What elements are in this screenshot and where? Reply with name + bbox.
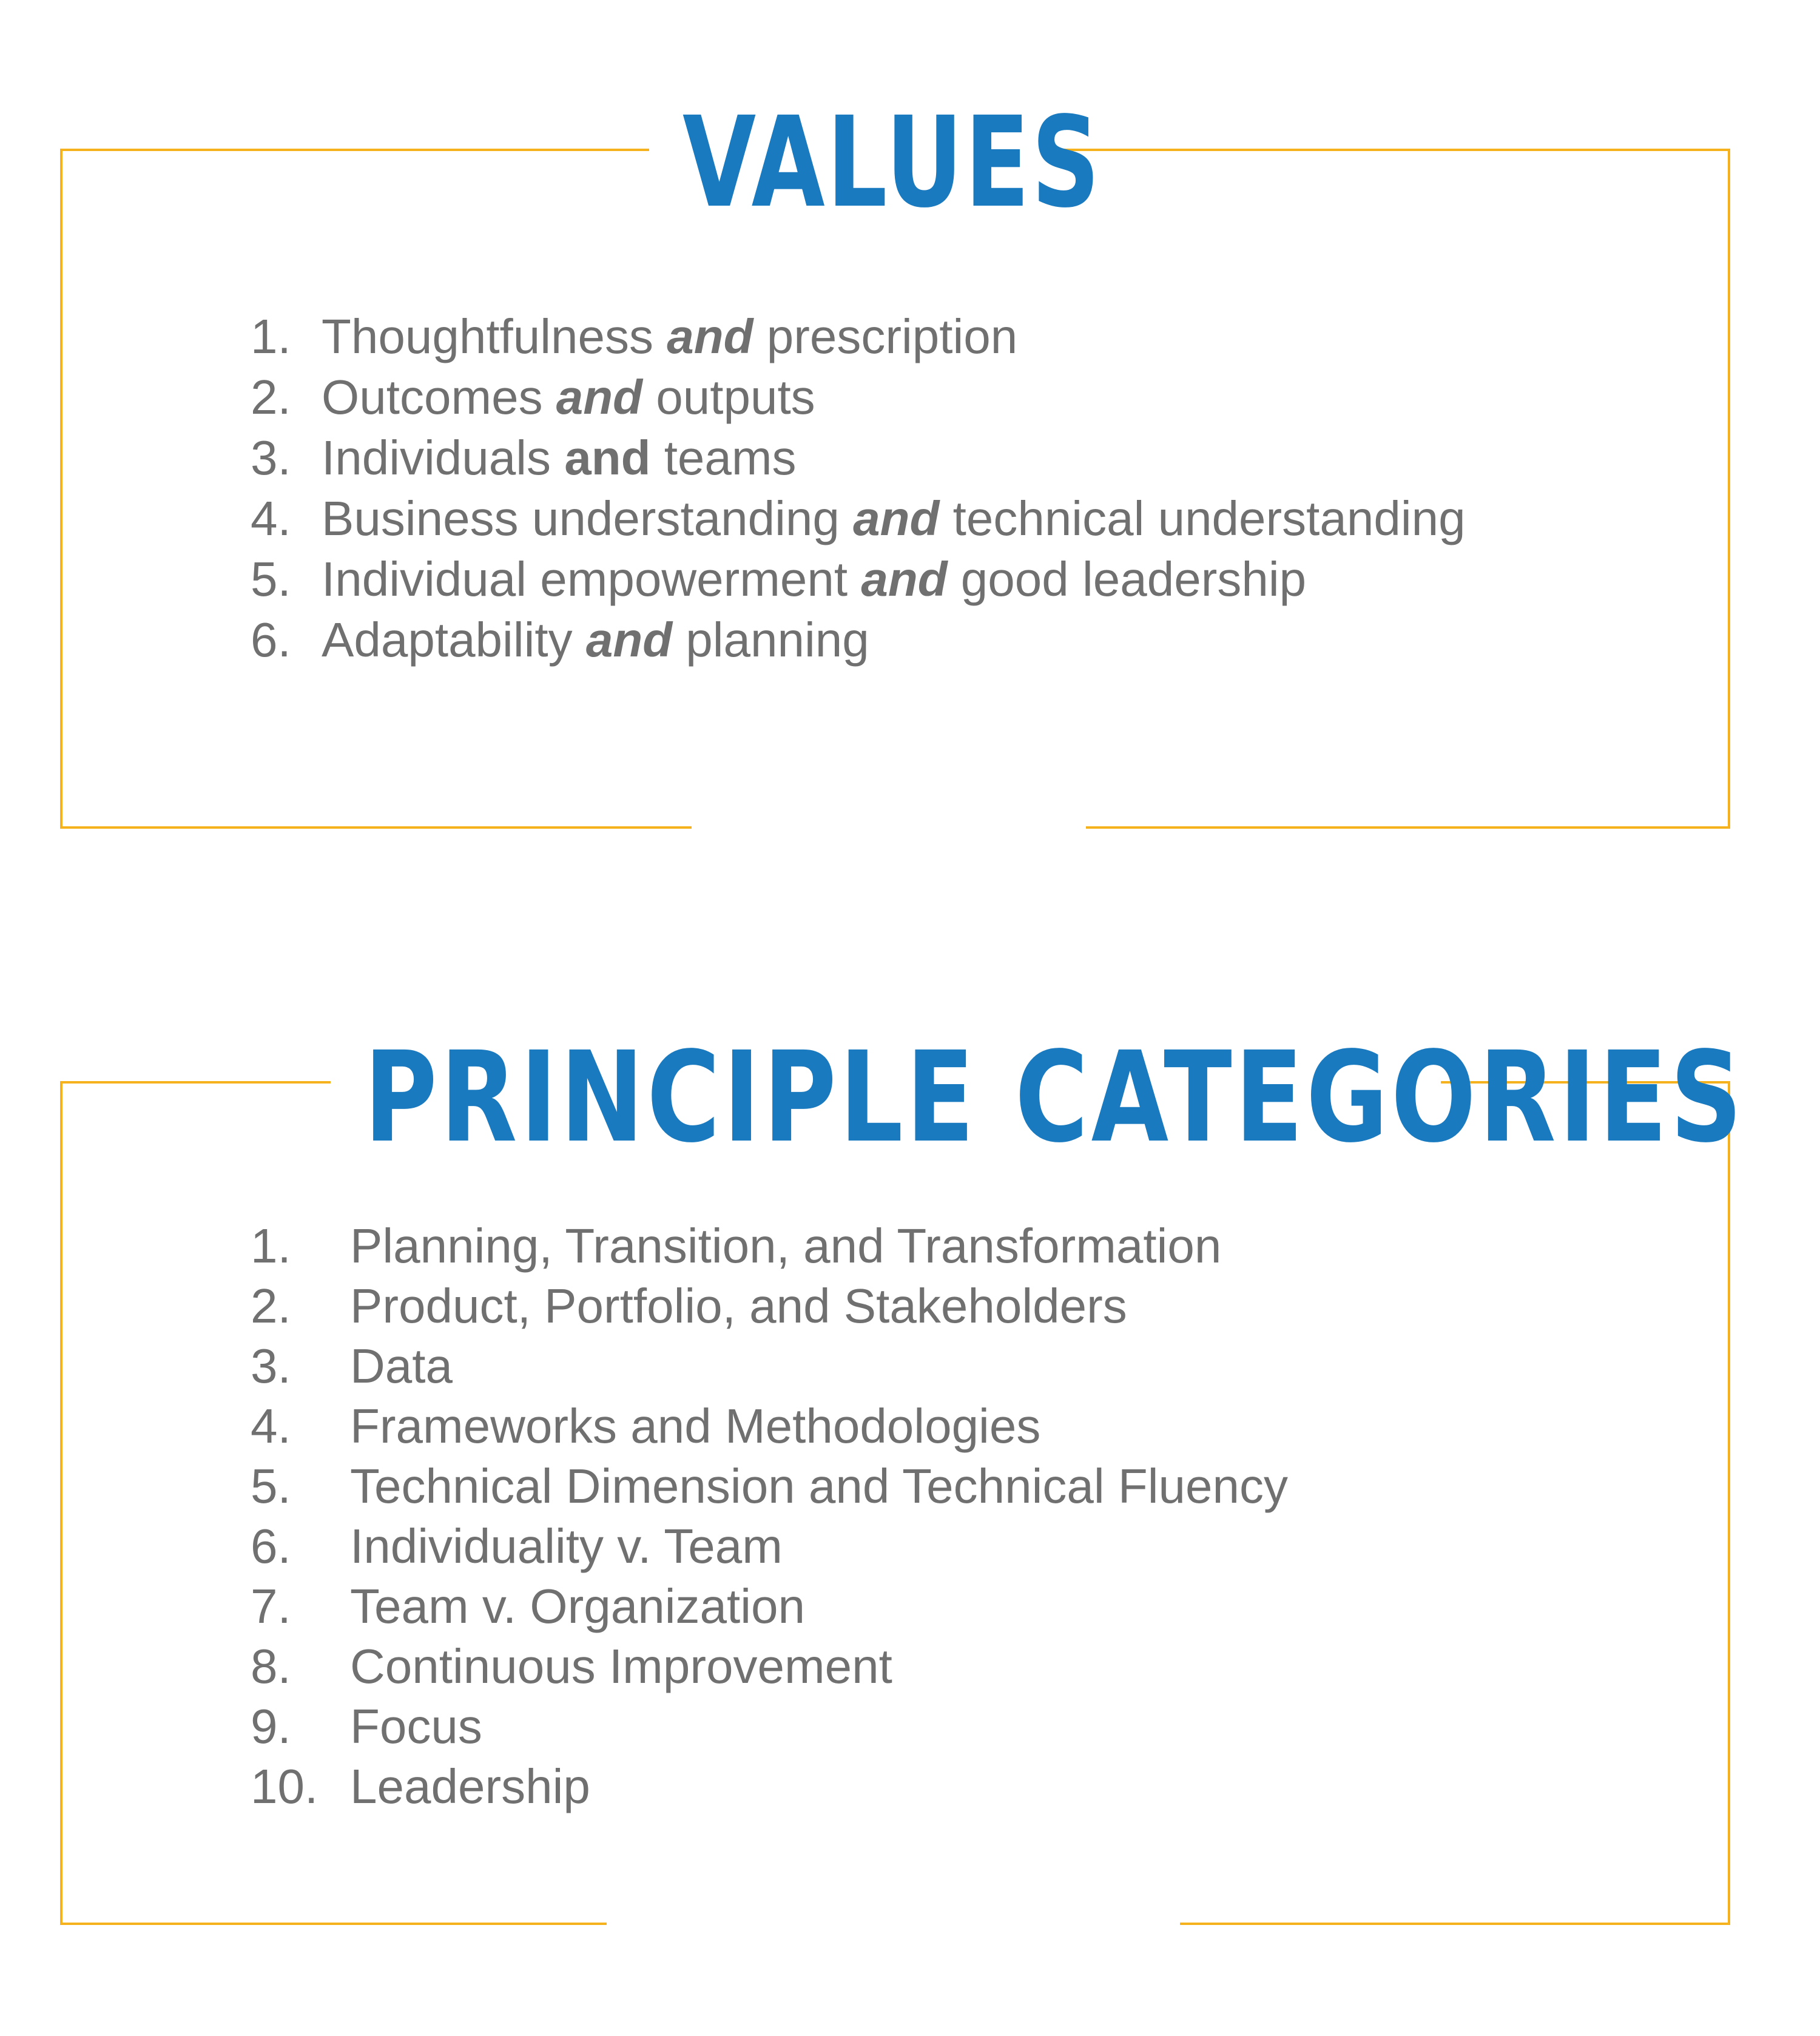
principles-item-number: 5. bbox=[251, 1459, 291, 1513]
principles-item-label: Technical Dimension and Technical Fluency bbox=[350, 1459, 1289, 1513]
values-item-before: Business understanding bbox=[322, 491, 854, 545]
values-list bbox=[251, 306, 1466, 670]
values-item-conjunction: and bbox=[556, 370, 643, 424]
values-bottom-gap bbox=[692, 824, 1086, 829]
principles-item bbox=[251, 1216, 1288, 1276]
values-item-after: technical understanding bbox=[939, 491, 1466, 545]
values-item-after: outputs bbox=[642, 370, 815, 424]
values-item bbox=[251, 549, 1466, 610]
principles-item bbox=[251, 1576, 1288, 1636]
principles-list bbox=[251, 1216, 1288, 1816]
values-item bbox=[251, 367, 1466, 428]
values-item-after: prescription bbox=[753, 309, 1018, 363]
principles-item-label: Individuality v. Team bbox=[350, 1519, 783, 1573]
values-item bbox=[251, 488, 1466, 549]
principles-item bbox=[251, 1696, 1288, 1756]
values-item-number: 2. bbox=[251, 370, 291, 424]
values-item-before: Adaptability bbox=[322, 613, 586, 667]
principles-item-label: Data bbox=[350, 1339, 453, 1393]
principles-item-label: Product, Portfolio, and Stakeholders bbox=[350, 1279, 1127, 1333]
values-item-number: 3. bbox=[251, 431, 291, 485]
principles-item-label: Frameworks and Methodologies bbox=[350, 1399, 1041, 1453]
values-item-after: good leadership bbox=[947, 552, 1307, 606]
principles-item-number: 1. bbox=[251, 1219, 291, 1273]
principles-item bbox=[251, 1636, 1288, 1696]
values-item-conjunction: and bbox=[861, 552, 948, 606]
values-item-after: teams bbox=[650, 431, 797, 485]
principles-item bbox=[251, 1396, 1288, 1456]
principles-item bbox=[251, 1456, 1288, 1516]
principles-item-number: 7. bbox=[251, 1579, 291, 1633]
principles-item-label: Team v. Organization bbox=[350, 1579, 805, 1633]
principles-item-label: Continuous Improvement bbox=[350, 1639, 892, 1693]
principles-item-number: 3. bbox=[251, 1339, 291, 1393]
principles-item-number: 10. bbox=[251, 1759, 318, 1813]
values-item bbox=[251, 610, 1466, 670]
values-item-before: Individual empowerment bbox=[322, 552, 861, 606]
values-item-before: Individuals bbox=[322, 431, 565, 485]
values-item-number: 5. bbox=[251, 552, 291, 606]
values-item-number: 4. bbox=[251, 491, 291, 545]
principles-item-number: 8. bbox=[251, 1639, 291, 1693]
values-item-conjunction: and bbox=[585, 613, 673, 667]
values-item-conjunction: and bbox=[564, 431, 651, 485]
values-item-before: Thoughtfulness bbox=[322, 309, 667, 363]
values-item-after: planning bbox=[672, 613, 869, 667]
values-item-conjunction: and bbox=[853, 491, 940, 545]
principles-item bbox=[251, 1276, 1288, 1336]
values-item-number: 1. bbox=[251, 309, 291, 363]
principles-item-number: 9. bbox=[251, 1699, 291, 1753]
principles-item-label: Leadership bbox=[350, 1759, 590, 1813]
values-item bbox=[251, 306, 1466, 367]
values-item bbox=[251, 428, 1466, 488]
principles-item bbox=[251, 1756, 1288, 1816]
values-item-before: Outcomes bbox=[322, 370, 556, 424]
principles-item-number: 4. bbox=[251, 1399, 291, 1453]
principles-item-number: 2. bbox=[251, 1279, 291, 1333]
values-item-number: 6. bbox=[251, 613, 291, 667]
principles-item-number: 6. bbox=[251, 1519, 291, 1573]
values-title: VALUES bbox=[682, 90, 1102, 235]
principles-item bbox=[251, 1336, 1288, 1396]
principles-title: PRINCIPLE CATEGORIES bbox=[364, 1025, 1745, 1170]
principles-bottom-gap bbox=[607, 1920, 1180, 1925]
values-item-conjunction: and bbox=[667, 309, 753, 363]
principles-item-label: Focus bbox=[350, 1699, 482, 1753]
principles-item bbox=[251, 1516, 1288, 1576]
principles-item-label: Planning, Transition, and Transformation bbox=[350, 1219, 1222, 1273]
